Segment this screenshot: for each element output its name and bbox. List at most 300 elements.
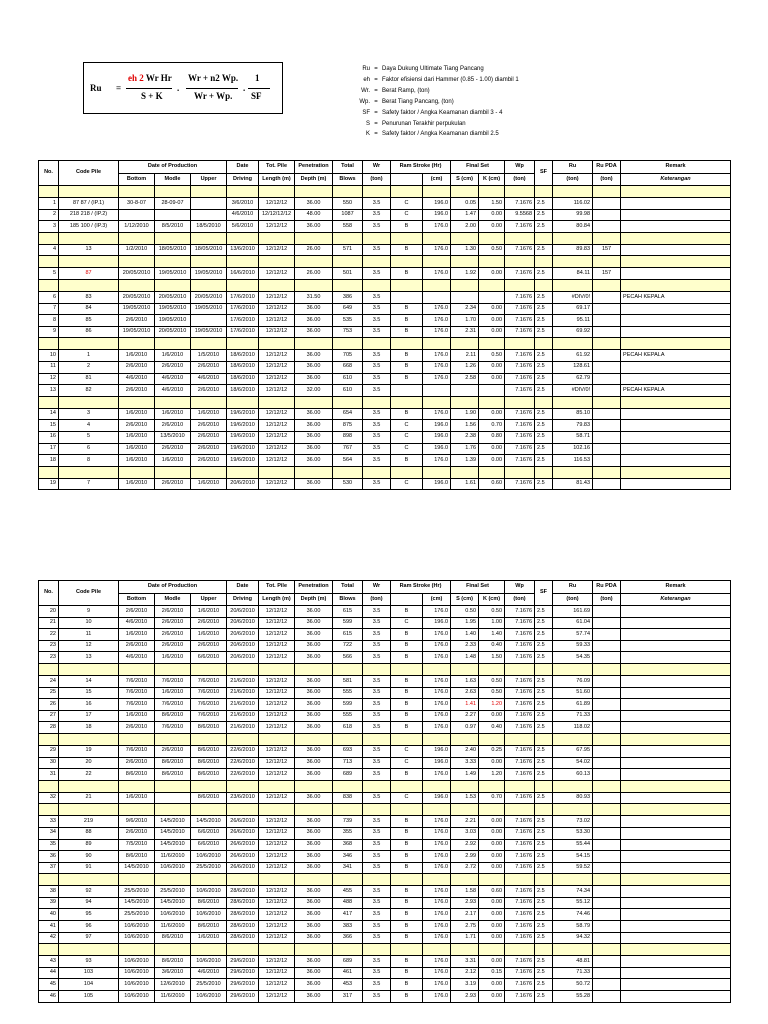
- formula-dot: .: [177, 83, 180, 93]
- cell-ru-pda: [593, 909, 621, 921]
- cell-wp: 7.1676: [505, 326, 535, 338]
- cell-wp: 7.1676: [505, 221, 535, 233]
- cell-modle: 18/05/2010: [155, 244, 191, 256]
- cell-remark: [621, 617, 731, 629]
- cell-sf: 2.5: [535, 722, 553, 734]
- cell-wp: 7.1676: [505, 862, 535, 874]
- cell-driving-date: 26/6/2010: [227, 839, 259, 851]
- cell-ru: 62.79: [553, 373, 593, 385]
- cell-driving-date: 16/6/2010: [227, 268, 259, 280]
- cell-no: 34: [39, 827, 59, 839]
- cell-wr: 3.5: [363, 979, 391, 991]
- cell-ram-type: B: [391, 221, 423, 233]
- separator-cell: [621, 804, 731, 816]
- separator-cell: [391, 396, 423, 408]
- cell-pile-length: 12/12/12: [259, 640, 295, 652]
- cell-set-s: 2.12: [451, 967, 479, 979]
- cell-pile-length: 12/12/12: [259, 373, 295, 385]
- separator-cell: [119, 186, 155, 198]
- cell-ru: #DIV/0!: [553, 385, 593, 397]
- cell-set-k: 1.00: [479, 617, 505, 629]
- cell-bottom: 7/6/2010: [119, 699, 155, 711]
- cell-wr: 3.5: [363, 303, 391, 315]
- formula-numerator-3: 1: [255, 73, 260, 83]
- cell-set-k: 0.50: [479, 687, 505, 699]
- cell-driving-date: 17/6/2010: [227, 326, 259, 338]
- cell-set-k: 0.00: [479, 897, 505, 909]
- cell-ram-type: B: [391, 862, 423, 874]
- cell-no: 24: [39, 675, 59, 687]
- cell-code-pile: 15: [59, 687, 119, 699]
- table-row: [39, 291, 731, 303]
- cell-no: 25: [39, 687, 59, 699]
- cell-set-k: 0.00: [479, 827, 505, 839]
- cell-wp: 7.1676: [505, 710, 535, 722]
- cell-set-k: 0.00: [479, 909, 505, 921]
- cell-upper: 4/6/2010: [191, 967, 227, 979]
- cell-remark: [621, 303, 731, 315]
- cell-ram-cm: 176.0: [423, 827, 451, 839]
- header-depth: Depth (m): [295, 593, 333, 606]
- cell-sf: 2.5: [535, 431, 553, 443]
- cell-code-pile: 2: [59, 361, 119, 373]
- cell-no: 44: [39, 967, 59, 979]
- separator-cell: [259, 663, 295, 675]
- cell-wp: 7.1676: [505, 839, 535, 851]
- header-row: [39, 593, 731, 606]
- cell-ram-cm: 176.0: [423, 315, 451, 327]
- cell-ram-type: B: [391, 675, 423, 687]
- cell-set-s: [451, 385, 479, 397]
- cell-pile-length: 12/12/12: [259, 979, 295, 991]
- cell-ram-type: B: [391, 373, 423, 385]
- cell-remark: [621, 652, 731, 664]
- separator-cell: [363, 338, 391, 350]
- cell-pile-length: 12/12/12: [259, 629, 295, 641]
- cell-wr: 3.5: [363, 455, 391, 467]
- cell-upper: 14/5/2010: [191, 816, 227, 828]
- separator-row: [39, 733, 731, 745]
- legend-symbol: eh: [363, 76, 370, 83]
- header-row: [39, 173, 731, 186]
- cell-pile-length: 12/12/12: [259, 769, 295, 781]
- cell-modle: 19/05/2010: [155, 303, 191, 315]
- cell-pile-length: 12/12/12: [259, 699, 295, 711]
- separator-cell: [191, 186, 227, 198]
- cell-upper: 25/5/2010: [191, 979, 227, 991]
- cell-wr: 3.5: [363, 315, 391, 327]
- cell-set-s: 2.34: [451, 303, 479, 315]
- separator-row: [39, 804, 731, 816]
- header-total: Total: [333, 581, 363, 594]
- cell-modle: 7/6/2010: [155, 675, 191, 687]
- cell-wp: 7.1676: [505, 687, 535, 699]
- cell-remark: PECAH KEPALA: [621, 385, 731, 397]
- cell-driving-date: 21/6/2010: [227, 699, 259, 711]
- cell-wp: 7.1676: [505, 431, 535, 443]
- cell-ram-cm: 176.0: [423, 221, 451, 233]
- cell-remark: [621, 792, 731, 804]
- separator-cell: [535, 804, 553, 816]
- separator-cell: [119, 466, 155, 478]
- cell-bottom: 2/6/2010: [119, 361, 155, 373]
- cell-pile-length: 12/12/12/12: [259, 209, 295, 221]
- cell-wr: 3.5: [363, 956, 391, 968]
- separator-cell: [593, 232, 621, 244]
- header-penetration: Penetration: [295, 581, 333, 594]
- cell-driving-date: 20/6/2010: [227, 652, 259, 664]
- cell-ru-pda: [593, 478, 621, 490]
- separator-cell: [423, 466, 451, 478]
- cell-depth: 36.00: [295, 851, 333, 863]
- cell-ru: 69.17: [553, 303, 593, 315]
- cell-pile-length: 12/12/12: [259, 897, 295, 909]
- header-ram-stroke: Ram Stroke (Hr): [391, 161, 451, 174]
- cell-sf: 2.5: [535, 921, 553, 933]
- separator-cell: [119, 279, 155, 291]
- cell-wp: 7.1676: [505, 291, 535, 303]
- cell-driving-date: 26/6/2010: [227, 862, 259, 874]
- cell-ru: 74.46: [553, 909, 593, 921]
- cell-depth: 26.00: [295, 268, 333, 280]
- cell-depth: 36.00: [295, 956, 333, 968]
- cell-modle: 3/6/2010: [155, 967, 191, 979]
- cell-bottom: 1/12/2010: [119, 221, 155, 233]
- cell-pile-length: 12/12/12: [259, 816, 295, 828]
- separator-cell: [423, 874, 451, 886]
- separator-cell: [227, 663, 259, 675]
- cell-sf: 2.5: [535, 827, 553, 839]
- cell-blows: 705: [333, 350, 363, 362]
- cell-bottom: 14/5/2010: [119, 897, 155, 909]
- separator-cell: [333, 232, 363, 244]
- cell-sf: 2.5: [535, 687, 553, 699]
- cell-depth: 36.00: [295, 757, 333, 769]
- cell-set-k: 0.00: [479, 979, 505, 991]
- separator-cell: [363, 804, 391, 816]
- cell-ram-cm: 176.0: [423, 921, 451, 933]
- cell-wp: 7.1676: [505, 967, 535, 979]
- cell-ru-pda: [593, 932, 621, 944]
- cell-set-k: 0.15: [479, 967, 505, 979]
- cell-upper: [191, 209, 227, 221]
- cell-wp: 7.1676: [505, 268, 535, 280]
- cell-upper: 4/6/2010: [191, 373, 227, 385]
- table-row: [39, 979, 731, 991]
- cell-wp: 7.1676: [505, 443, 535, 455]
- separator-cell: [259, 396, 295, 408]
- separator-cell: [593, 780, 621, 792]
- table-row: [39, 827, 731, 839]
- cell-upper: 19/05/2010: [191, 268, 227, 280]
- legend-equals: =: [374, 87, 378, 94]
- cell-upper: 18/5/2010: [191, 221, 227, 233]
- separator-cell: [119, 232, 155, 244]
- separator-cell: [59, 466, 119, 478]
- separator-cell: [621, 256, 731, 268]
- cell-upper: 2/6/2010: [191, 361, 227, 373]
- header-depth: Depth (m): [295, 173, 333, 186]
- table-row: [39, 687, 731, 699]
- table-row: [39, 699, 731, 711]
- cell-bottom: 2/6/2010: [119, 640, 155, 652]
- cell-upper: 18/05/2010: [191, 244, 227, 256]
- cell-upper: 6/6/2010: [191, 652, 227, 664]
- cell-remark: [621, 710, 731, 722]
- cell-code-pile: 13: [59, 652, 119, 664]
- cell-remark: [621, 745, 731, 757]
- cell-sf: 2.5: [535, 303, 553, 315]
- cell-depth: 36.00: [295, 699, 333, 711]
- separator-cell: [553, 780, 593, 792]
- cell-blows: 689: [333, 769, 363, 781]
- table-row: [39, 373, 731, 385]
- separator-cell: [621, 186, 731, 198]
- separator-cell: [451, 232, 479, 244]
- cell-set-s: 3.03: [451, 827, 479, 839]
- cell-no: 13: [39, 385, 59, 397]
- separator-cell: [451, 466, 479, 478]
- cell-set-s: 2.40: [451, 745, 479, 757]
- separator-cell: [155, 186, 191, 198]
- cell-driving-date: 20/6/2010: [227, 640, 259, 652]
- cell-remark: [621, 198, 731, 210]
- cell-set-k: 0.00: [479, 221, 505, 233]
- cell-set-s: 2.93: [451, 991, 479, 1003]
- cell-set-k: 0.00: [479, 757, 505, 769]
- cell-remark: [621, 769, 731, 781]
- cell-ru-pda: [593, 769, 621, 781]
- header-wr: Wr: [363, 161, 391, 174]
- table-row: [39, 675, 731, 687]
- separator-cell: [227, 733, 259, 745]
- cell-modle: 14/5/2010: [155, 897, 191, 909]
- header-k: K (cm): [479, 593, 505, 606]
- cell-ram-type: B: [391, 361, 423, 373]
- cell-ru: 61.92: [553, 350, 593, 362]
- separator-cell: [479, 944, 505, 956]
- header-wr-unit: (ton): [363, 173, 391, 186]
- cell-code-pile: 3: [59, 408, 119, 420]
- cell-blows: 346: [333, 851, 363, 863]
- cell-driving-date: 21/6/2010: [227, 675, 259, 687]
- cell-ru-pda: [593, 373, 621, 385]
- cell-modle: 2/6/2010: [155, 745, 191, 757]
- cell-bottom: 10/6/2010: [119, 932, 155, 944]
- cell-wp: 7.1676: [505, 455, 535, 467]
- separator-cell: [363, 186, 391, 198]
- cell-modle: 8/6/2010: [155, 932, 191, 944]
- separator-cell: [39, 256, 59, 268]
- cell-wr: 3.5: [363, 699, 391, 711]
- cell-remark: [621, 932, 731, 944]
- separator-cell: [391, 944, 423, 956]
- cell-ru: 55.44: [553, 839, 593, 851]
- cell-bottom: 7/6/2010: [119, 687, 155, 699]
- separator-cell: [119, 944, 155, 956]
- cell-ram-cm: 176.0: [423, 629, 451, 641]
- cell-remark: [621, 827, 731, 839]
- cell-sf: 2.5: [535, 640, 553, 652]
- cell-ru-pda: [593, 862, 621, 874]
- cell-modle: 2/6/2010: [155, 420, 191, 432]
- header-no: No.: [39, 161, 59, 186]
- cell-wr: 3.5: [363, 652, 391, 664]
- cell-driving-date: 5/6/2010: [227, 221, 259, 233]
- separator-cell: [333, 733, 363, 745]
- separator-cell: [295, 279, 333, 291]
- separator-cell: [479, 279, 505, 291]
- separator-cell: [191, 780, 227, 792]
- cell-bottom: 4/6/2010: [119, 652, 155, 664]
- cell-sf: 2.5: [535, 350, 553, 362]
- cell-depth: 36.00: [295, 886, 333, 898]
- cell-ru: 60.13: [553, 769, 593, 781]
- cell-depth: 36.00: [295, 991, 333, 1003]
- cell-ram-cm: 176.0: [423, 361, 451, 373]
- legend-symbol: Wr.: [361, 87, 370, 94]
- cell-code-pile: 18: [59, 722, 119, 734]
- cell-blows: 571: [333, 244, 363, 256]
- cell-wr: 3.5: [363, 827, 391, 839]
- cell-depth: 36.00: [295, 350, 333, 362]
- separator-cell: [505, 663, 535, 675]
- cell-ru-pda: [593, 827, 621, 839]
- cell-upper: 10/6/2010: [191, 909, 227, 921]
- cell-no: 30: [39, 757, 59, 769]
- separator-cell: [295, 186, 333, 198]
- cell-modle: 1/6/2010: [155, 408, 191, 420]
- cell-remark: [621, 921, 731, 933]
- cell-wp: 7.1676: [505, 769, 535, 781]
- cell-set-k: [479, 385, 505, 397]
- cell-upper: 7/6/2010: [191, 710, 227, 722]
- cell-sf: 2.5: [535, 617, 553, 629]
- formula-equals: =: [116, 83, 122, 93]
- cell-set-k: 1.20: [479, 699, 505, 711]
- cell-bottom: 25/5/2010: [119, 886, 155, 898]
- cell-blows: 615: [333, 629, 363, 641]
- cell-ram-cm: 176.0: [423, 244, 451, 256]
- separator-cell: [479, 874, 505, 886]
- cell-set-s: 2.72: [451, 862, 479, 874]
- cell-ram-cm: 176.0: [423, 303, 451, 315]
- separator-cell: [259, 466, 295, 478]
- header-upper: Upper: [191, 593, 227, 606]
- cell-sf: 2.5: [535, 385, 553, 397]
- separator-cell: [479, 780, 505, 792]
- cell-bottom: 30-8-07: [119, 198, 155, 210]
- cell-ru-pda: [593, 629, 621, 641]
- cell-driving-date: 20/6/2010: [227, 617, 259, 629]
- cell-ram-cm: 196.0: [423, 617, 451, 629]
- cell-depth: 36.00: [295, 455, 333, 467]
- cell-wp: 7.1676: [505, 991, 535, 1003]
- cell-ram-type: B: [391, 326, 423, 338]
- header-final-set: Final Set: [451, 581, 505, 594]
- table-row: [39, 769, 731, 781]
- cell-blows: 383: [333, 921, 363, 933]
- cell-ru-pda: [593, 385, 621, 397]
- cell-depth: 36.00: [295, 315, 333, 327]
- separator-cell: [621, 874, 731, 886]
- cell-blows: 564: [333, 455, 363, 467]
- separator-cell: [535, 944, 553, 956]
- cell-ram-cm: 176.0: [423, 991, 451, 1003]
- cell-ram-type: B: [391, 455, 423, 467]
- cell-ram-type: C: [391, 198, 423, 210]
- cell-remark: [621, 839, 731, 851]
- cell-sf: 2.5: [535, 629, 553, 641]
- cell-bottom: 10/6/2010: [119, 956, 155, 968]
- header-ru-pda-unit: (ton): [593, 173, 621, 186]
- separator-cell: [59, 804, 119, 816]
- cell-blows: 610: [333, 385, 363, 397]
- separator-cell: [227, 256, 259, 268]
- cell-set-k: 0.60: [479, 478, 505, 490]
- header-no: No.: [39, 581, 59, 606]
- header-wp: Wp: [505, 581, 535, 594]
- cell-set-k: 0.25: [479, 745, 505, 757]
- cell-ru: 54.35: [553, 652, 593, 664]
- cell-blows: 501: [333, 268, 363, 280]
- separator-cell: [191, 944, 227, 956]
- cell-ram-cm: 176.0: [423, 373, 451, 385]
- table-row: [39, 862, 731, 874]
- cell-blows: 535: [333, 315, 363, 327]
- cell-wr: 3.5: [363, 408, 391, 420]
- cell-ram-type: B: [391, 629, 423, 641]
- cell-ru: 79.83: [553, 420, 593, 432]
- cell-bottom: 1/6/2010: [119, 431, 155, 443]
- cell-ram-cm: [423, 291, 451, 303]
- cell-depth: 36.00: [295, 373, 333, 385]
- cell-code-pile: 11: [59, 629, 119, 641]
- separator-cell: [553, 944, 593, 956]
- cell-upper: [191, 315, 227, 327]
- cell-set-k: 0.00: [479, 408, 505, 420]
- cell-ram-cm: 176.0: [423, 606, 451, 618]
- cell-driving-date: 28/6/2010: [227, 897, 259, 909]
- cell-set-s: 1.95: [451, 617, 479, 629]
- table-row: [39, 408, 731, 420]
- cell-wp: 7.1676: [505, 629, 535, 641]
- cell-pile-length: 12/12/12: [259, 244, 295, 256]
- separator-cell: [593, 279, 621, 291]
- separator-row: [39, 256, 731, 268]
- cell-ru: 76.09: [553, 675, 593, 687]
- cell-driving-date: 19/6/2010: [227, 443, 259, 455]
- cell-no: 27: [39, 710, 59, 722]
- cell-modle: 2/6/2010: [155, 629, 191, 641]
- cell-no: 7: [39, 303, 59, 315]
- cell-ru-pda: [593, 209, 621, 221]
- cell-set-s: 1.61: [451, 478, 479, 490]
- table-row: [39, 710, 731, 722]
- cell-upper: 1/6/2010: [191, 478, 227, 490]
- cell-ru-pda: 157: [593, 244, 621, 256]
- cell-code-pile: 9: [59, 606, 119, 618]
- cell-no: 45: [39, 979, 59, 991]
- cell-blows: 555: [333, 710, 363, 722]
- separator-cell: [119, 338, 155, 350]
- cell-remark: [621, 886, 731, 898]
- cell-no: 33: [39, 816, 59, 828]
- cell-bottom: 14/5/2010: [119, 862, 155, 874]
- cell-ru-pda: [593, 851, 621, 863]
- cell-upper: 19/05/2010: [191, 303, 227, 315]
- cell-pile-length: 12/12/12: [259, 291, 295, 303]
